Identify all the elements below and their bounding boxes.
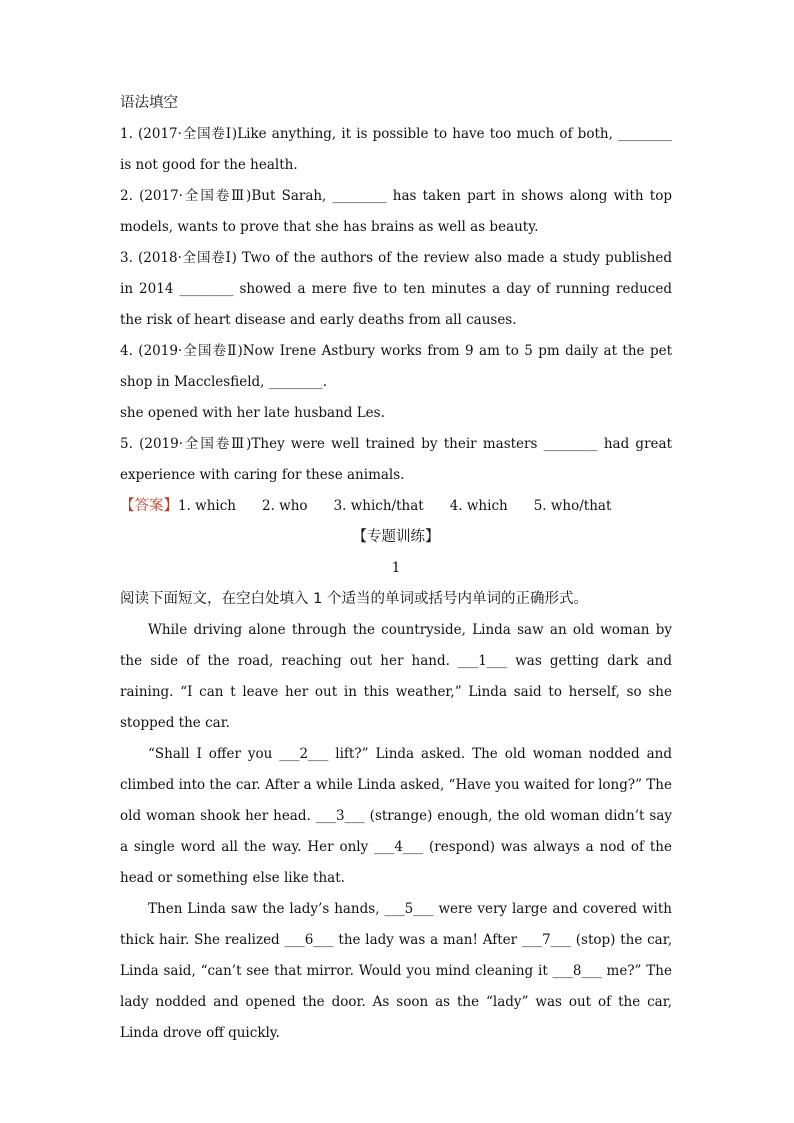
answer-item: 2. who	[262, 498, 308, 514]
answer-label: 【答案】	[120, 498, 178, 514]
document-content	[120, 88, 672, 1049]
passage-paragraph-3: Then Linda saw the lady’s hands, ___5___ were very large and covered with thick hair. She realized ___6___ the lady was a man! After ___7___ (stop) the car, Linda said, “can’t see that mirror. Would you mind cleaning it ___8___ me?” The lady nodded and opened the door. As soon as the “lady” was out of the car, Linda drove off quickly.	[120, 901, 672, 1041]
question-1: 1. (2017·全国卷Ⅰ)Like anything, it is possible to have too much of both, ________ is not good for the health.	[120, 126, 672, 173]
question-2: 2. (2017·全国卷Ⅲ)But Sarah, ________ has taken part in shows along with top models, wants to prove that she has brains as well as beauty.	[120, 188, 672, 235]
answer-item: 4. which	[449, 498, 508, 514]
instruction: 阅读下面短文，在空白处填入 1 个适当的单词或括号内单词的正确形式。	[120, 591, 588, 607]
answer-item: 3. which/that	[333, 498, 424, 514]
question-5: 5. (2019·全国卷Ⅲ)They were well trained by their masters ________ had great experience with caring for these animals.	[120, 436, 672, 483]
question-3: 3. (2018·全国卷Ⅰ) Two of the authors of the review also made a study published in 2014 ________ showed a mere five to ten minutes a day of running reduced the risk of heart disease and early deaths from all causes.	[120, 250, 672, 328]
answer-item: 5. who/that	[533, 498, 612, 514]
passage-paragraph-2: “Shall I offer you ___2___ lift?” Linda asked. The old woman nodded and climbed into the car. After a while Linda asked, “Have you waited for long?” The old woman shook her head. ___3___ (strange) enough, the old woman didn’t say a single word all the way. Her only ___4___ (respond) was always a nod of the head or something else like that.	[120, 746, 672, 886]
section-title: 语法填空	[120, 95, 178, 111]
question-4: 4. (2019·全国卷Ⅱ)Now Irene Astbury works from 9 am to 5 pm daily at the pet shop in Macclesfield, ________.	[120, 343, 672, 390]
question-4-continuation: she opened with her late husband Les.	[120, 405, 385, 421]
passage-paragraph-1: While driving alone through the countryside, Linda saw an old woman by the side of the road, reaching out her hand. ___1___ was getting dark and raining. “I can t leave her out in this weather,” Linda said to herself, so she stopped the car.	[120, 622, 672, 731]
answer-line	[120, 491, 672, 522]
answer-item: 1. which	[178, 498, 236, 514]
passage-number: 1	[391, 560, 401, 576]
training-title: 【专题训练】	[352, 529, 440, 545]
